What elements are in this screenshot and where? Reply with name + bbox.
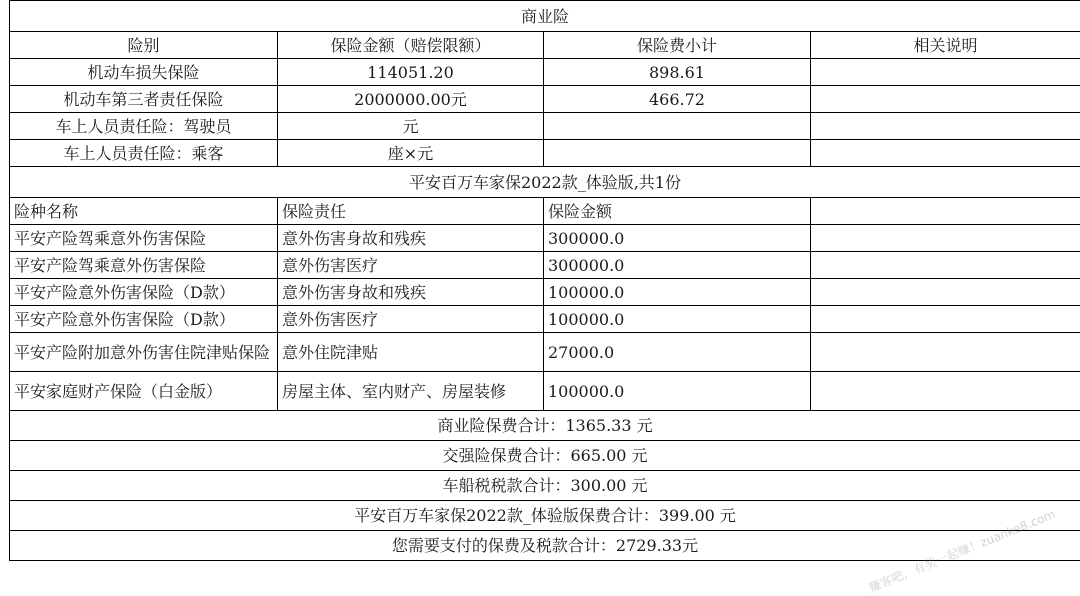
coverage-note <box>811 86 1080 113</box>
header-coverage: 险别 <box>10 32 278 59</box>
package-item-duty: 意外伤害身故和残疾 <box>278 225 544 252</box>
package-item-blank <box>811 372 1080 411</box>
package-row <box>10 333 1080 372</box>
package-item-amount: 300000.0 <box>544 225 811 252</box>
package-item-name: 平安产险驾乘意外伤害保险 <box>10 225 278 252</box>
package-item-amount: 100000.0 <box>544 279 811 306</box>
package-item-duty: 意外伤害医疗 <box>278 252 544 279</box>
package-item-duty: 意外住院津贴 <box>278 333 544 372</box>
coverage-premium: 466.72 <box>544 86 811 113</box>
commercial-row <box>10 59 1080 86</box>
site-watermark: 赚客吧，有奖一起赚！zuanke8.com <box>866 505 1058 596</box>
insurance-quote-table <box>9 0 1080 561</box>
coverage-amount: 座×元 <box>278 140 544 167</box>
package-header-name: 险种名称 <box>10 198 278 225</box>
package-row <box>10 225 1080 252</box>
package-item-duty: 意外伤害身故和残疾 <box>278 279 544 306</box>
coverage-note <box>811 113 1080 140</box>
insurance-quote-sheet <box>9 0 1080 561</box>
commercial-row <box>10 113 1080 140</box>
total-compulsory: 交强险保费合计：665.00 元 <box>10 441 1080 471</box>
total-commercial: 商业险保费合计：1365.33 元 <box>10 411 1080 441</box>
package-row <box>10 372 1080 411</box>
package-row <box>10 306 1080 333</box>
package-item-blank <box>811 252 1080 279</box>
coverage-name: 车上人员责任险：驾驶员 <box>10 113 278 140</box>
section-title: 商业险 <box>10 1 1080 32</box>
package-item-amount: 100000.0 <box>544 306 811 333</box>
header-premium: 保险费小计 <box>544 32 811 59</box>
coverage-name: 机动车第三者责任保险 <box>10 86 278 113</box>
header-note: 相关说明 <box>811 32 1080 59</box>
package-item-amount: 300000.0 <box>544 252 811 279</box>
total-package: 平安百万车家保2022款_体验版保费合计：399.00 元 <box>10 501 1080 531</box>
commercial-row <box>10 140 1080 167</box>
package-item-blank <box>811 306 1080 333</box>
package-title: 平安百万车家保2022款_体验版,共1份 <box>10 167 1080 198</box>
coverage-premium <box>544 140 811 167</box>
commercial-row <box>10 86 1080 113</box>
package-item-blank <box>811 225 1080 252</box>
coverage-note <box>811 59 1080 86</box>
package-item-blank <box>811 333 1080 372</box>
coverage-note <box>811 140 1080 167</box>
package-row <box>10 279 1080 306</box>
package-item-duty: 意外伤害医疗 <box>278 306 544 333</box>
package-item-blank <box>811 279 1080 306</box>
coverage-premium <box>544 113 811 140</box>
package-header-amount: 保险金额 <box>544 198 811 225</box>
package-item-name: 平安产险附加意外伤害住院津贴保险 <box>10 333 278 372</box>
coverage-name: 机动车损失保险 <box>10 59 278 86</box>
coverage-name: 车上人员责任险：乘客 <box>10 140 278 167</box>
total-grand: 您需要支付的保费及税款合计：2729.33元 <box>10 531 1080 561</box>
package-item-amount: 100000.0 <box>544 372 811 411</box>
package-item-name: 平安产险驾乘意外伤害保险 <box>10 252 278 279</box>
coverage-amount: 元 <box>278 113 544 140</box>
coverage-premium: 898.61 <box>544 59 811 86</box>
coverage-amount: 114051.20 <box>278 59 544 86</box>
package-header-blank <box>811 198 1080 225</box>
package-item-name: 平安产险意外伤害保险（D款） <box>10 306 278 333</box>
total-vehicle-tax: 车船税税款合计：300.00 元 <box>10 471 1080 501</box>
coverage-amount: 2000000.00元 <box>278 86 544 113</box>
package-item-name: 平安产险意外伤害保险（D款） <box>10 279 278 306</box>
package-row <box>10 252 1080 279</box>
package-item-name: 平安家庭财产保险（白金版） <box>10 372 278 411</box>
header-amount: 保险金额（赔偿限额） <box>278 32 544 59</box>
package-item-duty: 房屋主体、室内财产、房屋装修 <box>278 372 544 411</box>
package-header-duty: 保险责任 <box>278 198 544 225</box>
package-item-amount: 27000.0 <box>544 333 811 372</box>
